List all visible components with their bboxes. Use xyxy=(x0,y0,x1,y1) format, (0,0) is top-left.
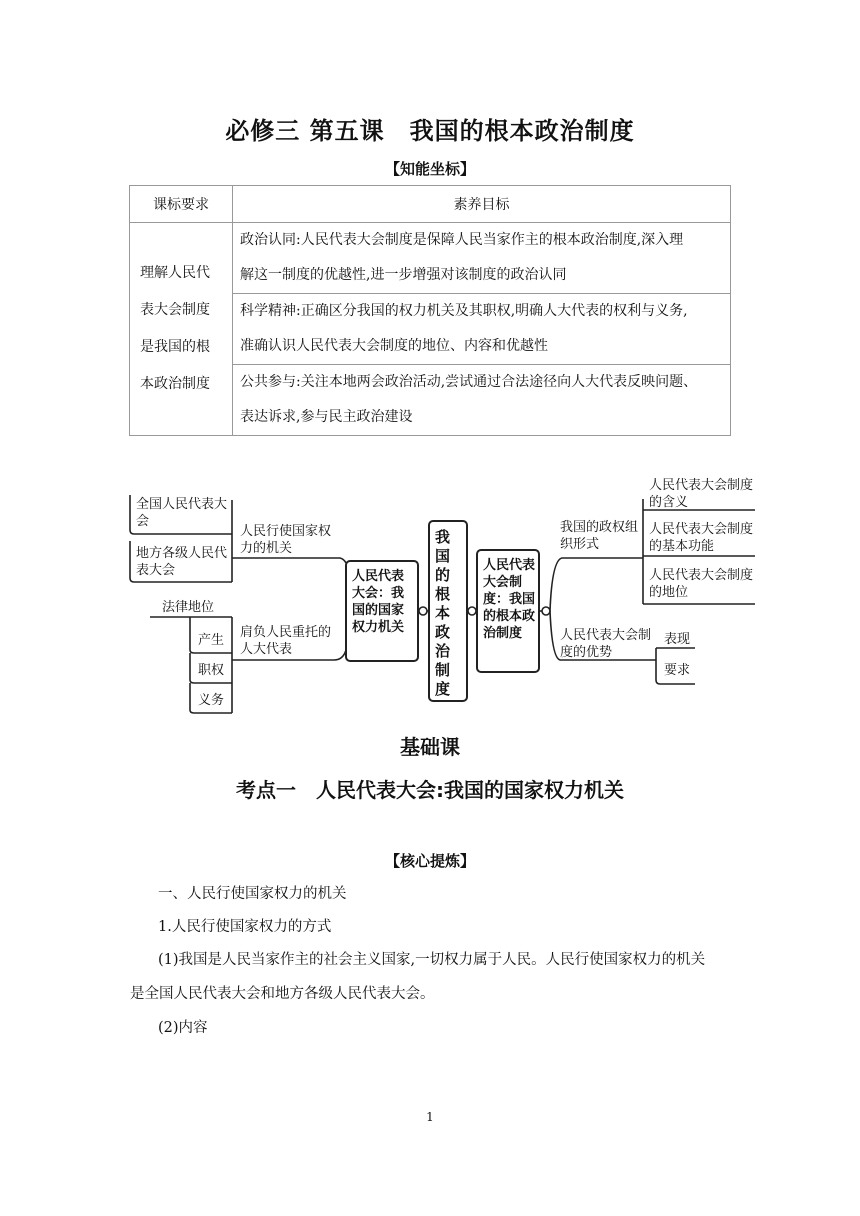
leaf-legal-status: 法律地位 xyxy=(162,600,215,615)
paragraph-text-line: 是全国人民代表大会和地方各级人民代表大会。 xyxy=(130,986,435,1002)
goal-line: 准确认识人民代表大会制度的地位、内容和优越性 xyxy=(240,338,548,354)
leaf-npc-status: 人民代表大会制度的地位 xyxy=(649,568,754,600)
leaf-manifestation: 表现 xyxy=(664,632,691,647)
section-point-one: 考点一 人民代表大会:我国的国家权力机关 xyxy=(236,778,624,802)
section-basic: 基础课 xyxy=(400,735,460,759)
requirement-line: 理解人民代 xyxy=(140,265,210,281)
branch-organs-of-power: 人民行使国家权力的机关 xyxy=(240,524,332,556)
leaf-powers: 职权 xyxy=(198,663,225,678)
paragraph-heading-one: 一、人民行使国家权力的机关 xyxy=(158,886,347,902)
goal-line: 公共参与:关注本地两会政治活动,尝试通过合法途径向人大代表反映问题、 xyxy=(240,374,698,390)
paragraph-subheading: 1.人民行使国家权力的方式 xyxy=(158,919,332,935)
section-core: 【核心提炼】 xyxy=(384,852,475,870)
leaf-npc-meaning: 人民代表大会制度的含义 xyxy=(649,478,754,510)
branch-npc-deputies: 肩负人民重托的人大代表 xyxy=(240,625,332,657)
center-node: 我国的根本政治制度 xyxy=(435,528,451,698)
page-title: 必修三 第五课 我国的根本政治制度 xyxy=(225,117,635,145)
requirement-line: 表大会制度 xyxy=(140,302,210,318)
leaf-local-congress: 地方各级人民代表大会 xyxy=(136,546,228,578)
header-requirement: 课标要求 xyxy=(130,186,233,223)
requirement-line: 是我国的根 xyxy=(140,339,210,355)
requirement-line: 本政治制度 xyxy=(140,376,210,392)
leaf-election: 产生 xyxy=(198,633,225,648)
paragraph-content-label: (2)内容 xyxy=(158,1020,208,1036)
leaf-duties: 义务 xyxy=(198,693,225,708)
leaf-national-npc: 全国人民代表大会 xyxy=(136,497,228,529)
branch-npc-advantage: 人民代表大会制度的优势 xyxy=(560,628,652,660)
goal-line: 科学精神:正确区分我国的权力机关及其职权,明确人大代表的权利与义务, xyxy=(240,303,688,319)
left-main-node: 人民代表大会：我国的国家权力机关 xyxy=(352,569,405,635)
leaf-npc-function: 人民代表大会制度的基本功能 xyxy=(649,522,754,554)
branch-regime-form: 我国的政权组织形式 xyxy=(560,520,639,552)
paragraph-text-line: (1)我国是人民当家作主的社会主义国家,一切权力属于人民。人民行使国家权力的机关 xyxy=(158,952,706,968)
goal-line: 表达诉求,参与民主政治建设 xyxy=(240,409,413,425)
page-number: 1 xyxy=(426,1110,434,1124)
leaf-requirement: 要求 xyxy=(664,663,691,678)
goal-line: 政治认同:人民代表大会制度是保障人民当家作主的根本政治制度,深入理 xyxy=(240,232,684,248)
header-goal: 素养目标 xyxy=(233,186,731,223)
section-subtitle: 【知能坐标】 xyxy=(384,160,475,178)
goal-line: 解这一制度的优越性,进一步增强对该制度的政治认同 xyxy=(240,267,567,283)
right-main-node: 人民代表大会制度：我国的根本政治制度 xyxy=(483,558,536,641)
